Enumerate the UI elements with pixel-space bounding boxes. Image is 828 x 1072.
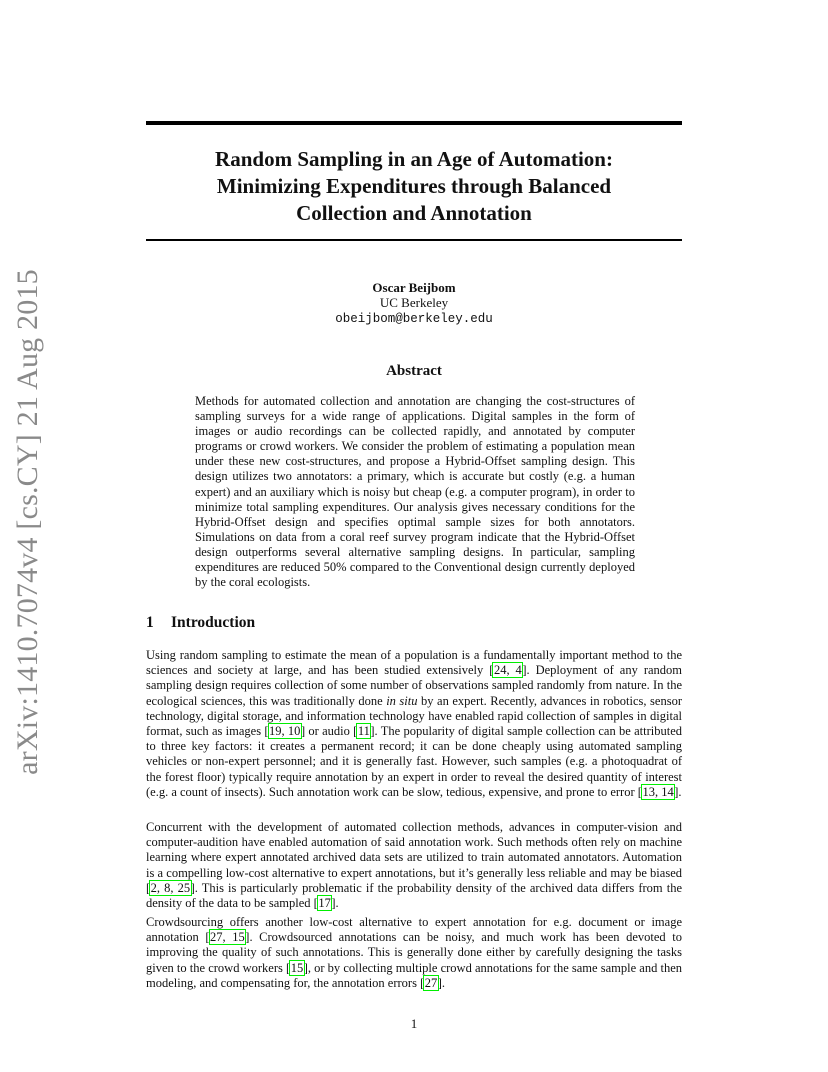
text-span: by an expert. Recently, advances in robotics, sensor technology, digital storage, and information technology have enabled rapid collection of samples in digital format, such as images [ [146,693,682,739]
citation-link[interactable]: 17 [318,896,331,911]
title-line-2: Minimizing Expenditures through Balanced [216,174,612,198]
title-line-1: Random Sampling in an Age of Automation: [215,147,613,171]
abstract-text: Methods for automated collection and annotation are changing the cost-structures of sampling surveys for a wide range of applications. Digital samples in the form of images or audio recordings can be collected rapidly, and annotated by computer programs or crowd workers. We consider the problem of estimating a population mean under these new cost-structures, and propose a Hybrid-Offset sampling design. This design utilizes two annotators: a primary, which is accurate but costly (e.g. a human expert) and an auxiliary which is noisy but cheap (e.g. a computer program), in order to minimize total sampling expenditures. Our analysis gives necessary conditions for the Hybrid-Offset design and specifies optimal sample sizes for both annotators. Simulations on data from a coral reef survey program indicate that the Hybrid-Offset design outperforms several alternative sampling designs. In particular, sampling expenditures are reduced 50% compared to the Conventional design currently deployed by the coral ecologists. [195,394,635,590]
abstract-heading: Abstract [386,363,442,379]
text-span: ], or by collecting multiple crowd annotations for the same sample and then modeling, and compensating for, the annotation errors [ [146,960,682,990]
intro-paragraph-2 [146,820,682,911]
text-span: ]. [674,784,682,799]
citation-link[interactable]: 24, 4 [493,663,522,678]
citation-link[interactable]: 27 [424,975,438,990]
intro-paragraph-3 [146,915,682,991]
title-line-3: Collection and Annotation [296,201,532,225]
text-span: ]. The popularity of digital sample collection can be attributed to three key factors: it creates a permanent record; it can be done cheaply using automated sampling vehicles or non-expert personnel; and it is generally fast. However, such samples (e.g. a photoquadrat of the forest floor) typically require annotation by an expert in order to reveal the desired quantity of interest (e.g. a count of insects). Such annotation work can be slow, tedious, expensive, and prone to error [ [146,724,683,799]
page-number: 1 [410,1016,418,1031]
text-span: ]. [437,975,446,990]
citation-link[interactable]: 27, 15 [210,930,245,945]
author-email[interactable]: obeijbom@berkeley.edu [335,312,493,326]
section-title: Introduction [171,614,256,631]
arxiv-identifier: arXiv:1410.7074v4 [cs.CY] 21 Aug 2015 [11,269,45,775]
section-heading [146,614,255,632]
citation-link[interactable]: 19, 10 [269,724,301,739]
text-span: Crowdsourcing offers another low-cost alternative to expert annotation for e.g. document or image annotation [ [146,915,682,945]
arxiv-stamp [6,269,50,775]
text-span: Concurrent with the development of automated collection methods, advances in computer-vision and computer-audition have enabled automation of said annotation work. Such methods often rely on machine learning where expert annotated archived data sets are utilized to train automated annotators. Automation is a compelling low-cost alternative to expert annotations, but it’s generally less reliable and may be biased [ [146,820,682,895]
citation-link[interactable]: 13, 14 [642,784,674,799]
author-name: Oscar Beijbom [372,280,456,295]
author-block [146,280,682,327]
citation-link[interactable]: 2, 8, 25 [150,880,191,895]
paper-title [146,146,682,227]
section-number: 1 [146,614,154,631]
text-span: ]. Crowdsourced annotations can be noisy, and much work has been devoted to improving the quality of such annotations. This is generally done either by carefully designing the tasks given to the crowd workers [ [146,930,683,975]
text-span: ] or audio [ [300,724,358,739]
citation-link[interactable]: 11 [357,724,370,739]
title-top-rule [146,121,682,125]
intro-paragraph-1 [146,648,682,800]
citation-link[interactable]: 15 [290,960,304,975]
text-span: Using random sampling to estimate the mean of a population is a fundamentally important method to the sciences and society at large, and has been studied extensively [ [146,648,682,678]
title-bottom-rule [146,239,682,241]
text-span: ]. [331,896,339,911]
italic-term: in situ [386,693,418,708]
author-affiliation: UC Berkeley [379,295,449,310]
text-span: ]. Deployment of any random sampling design requires collection of some number of observations sampled randomly from nature. In the ecological sciences, this was traditionally done [146,663,683,708]
text-span: ]. This is particularly problematic if the probability density of the archived data differs from the density of the data to be sampled [ [146,880,682,911]
